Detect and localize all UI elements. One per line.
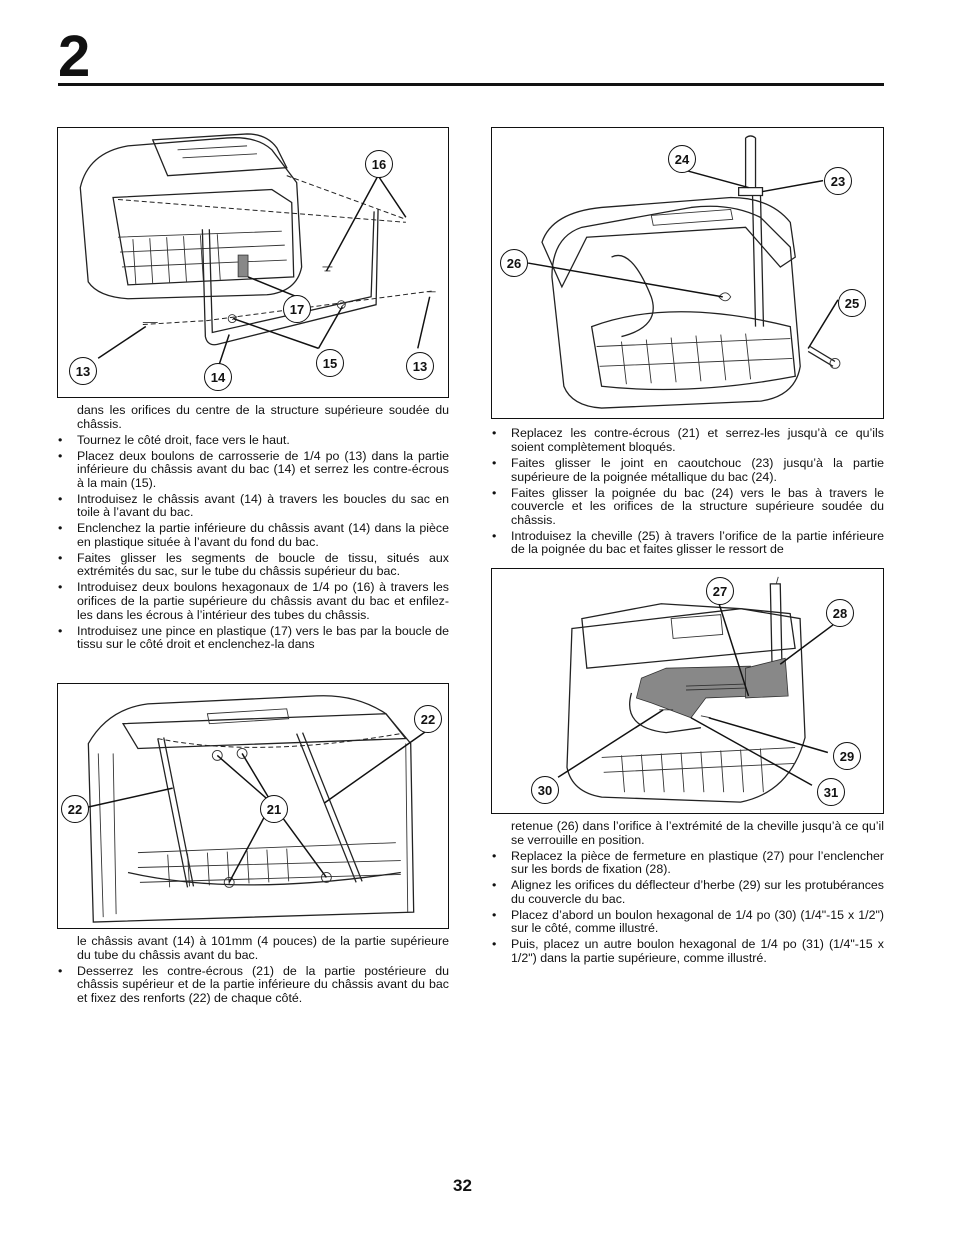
chapter-number: 2 — [58, 24, 90, 89]
callout-22-left: 22 — [61, 795, 89, 823]
list-item: • Tournez le côté droit, face vers le haut. — [57, 434, 449, 448]
list-item: • Introduisez deux boulons hexagonaux de 1/4 po (16) à travers les orifices de la partie supérieure du châssis avant du bac et enfilez-les dans les écrous à l’intérieur des tubes du châssis. — [57, 581, 449, 622]
callout-13-right: 13 — [406, 352, 434, 380]
list-item: • Faites glisser la poignée du bac (24) vers le bas à travers le couvercle et les orifices de la structure supérieure soudée du châssis. — [491, 487, 884, 528]
callout-22-right: 22 — [414, 705, 442, 733]
instruction-list — [57, 434, 449, 652]
left-instructions-2 — [57, 935, 449, 1005]
figure-handle — [491, 127, 884, 419]
list-item: • Placez deux boulons de carrosserie de 1/4 po (13) dans la partie inférieure du châssis avant du bac (14) et serrez les contre-écrous à la main (15). — [57, 450, 449, 491]
callout-27: 27 — [706, 577, 734, 605]
callout-17: 17 — [283, 295, 311, 323]
list-item: • Replacez les contre-écrous (21) et serrez-les jusqu’à ce qu’ils soient complètement bloqués. — [491, 427, 884, 454]
figure-2-illustration — [58, 684, 448, 928]
callout-26: 26 — [500, 249, 528, 277]
left-instructions-1 — [57, 404, 449, 652]
figure-frame-assembly — [57, 127, 449, 398]
instruction-list — [491, 850, 884, 966]
text-continuation: le châssis avant (14) à 101mm (4 pouces) de la partie supérieure du tube du châssis avant du bac. — [77, 934, 449, 962]
callout-28: 28 — [826, 599, 854, 627]
callout-13-left: 13 — [69, 357, 97, 385]
list-item: • Introduisez une pince en plastique (17) vers le bas par la boucle de tissu sur le côté droit et enclenchez-la dans — [57, 625, 449, 652]
list-item: • Introduisez le châssis avant (14) à travers les boucles du sac en toile à l’avant du bac. — [57, 493, 449, 520]
right-instructions-2 — [491, 820, 884, 966]
list-item: • Introduisez la cheville (25) à travers l’orifice de la partie inférieure de la poignée du bac et faites glisser le ressort de — [491, 530, 884, 557]
callout-21: 21 — [260, 795, 288, 823]
text-continuation: dans les orifices du centre de la structure supérieure soudée du châssis. — [77, 403, 449, 431]
figure-braces — [57, 683, 449, 929]
instruction-list — [491, 427, 884, 557]
callout-16: 16 — [365, 150, 393, 178]
list-item: • Enclenchez la partie inférieure du châssis avant (14) dans la pièce en plastique située à l’avant du fond du bac. — [57, 522, 449, 549]
callout-15: 15 — [316, 349, 344, 377]
list-item: • Puis, placez un autre boulon hexagonal de 1/4 po (31) (1/4"-15 x 1/2") dans la partie supérieure, comme illustré. — [491, 938, 884, 965]
figure-deflector — [491, 568, 884, 814]
callout-30: 30 — [531, 776, 559, 804]
callout-25: 25 — [838, 289, 866, 317]
list-item: • Replacez la pièce de fermeture en plastique (27) pour l’enclencher sur les bords de fixation (28). — [491, 850, 884, 877]
header-rule — [58, 83, 884, 86]
callout-29: 29 — [833, 742, 861, 770]
page-number: 32 — [453, 1176, 472, 1195]
callout-23: 23 — [824, 167, 852, 195]
callout-24: 24 — [668, 145, 696, 173]
instruction-list — [57, 965, 449, 1006]
list-item: • Alignez les orifices du déflecteur d’herbe (29) sur les protubérances du couvercle du bac. — [491, 879, 884, 906]
list-item: • Desserrez les contre-écrous (21) de la partie postérieure du châssis supérieur et de la partie inférieure du châssis avant du bac et fixez des renforts (22) de chaque côté. — [57, 965, 449, 1006]
list-item: • Faites glisser le joint en caoutchouc (23) jusqu’à la partie supérieure de la poignée métallique du bac (24). — [491, 457, 884, 484]
list-item: • Placez d’abord un boulon hexagonal de 1/4 po (30) (1/4"-15 x 1/2") sur le côté, comme illustré. — [491, 909, 884, 936]
callout-31: 31 — [817, 778, 845, 806]
list-item: • Faites glisser les segments de boucle de tissu, situés aux extrémités du sac, sur le tube du châssis supérieur du bac. — [57, 552, 449, 579]
right-instructions-1 — [491, 425, 884, 557]
callout-14: 14 — [204, 363, 232, 391]
text-continuation: retenue (26) dans l’orifice à l’extrémité de la cheville jusqu’à ce qu’il se verrouille en position. — [511, 819, 884, 847]
